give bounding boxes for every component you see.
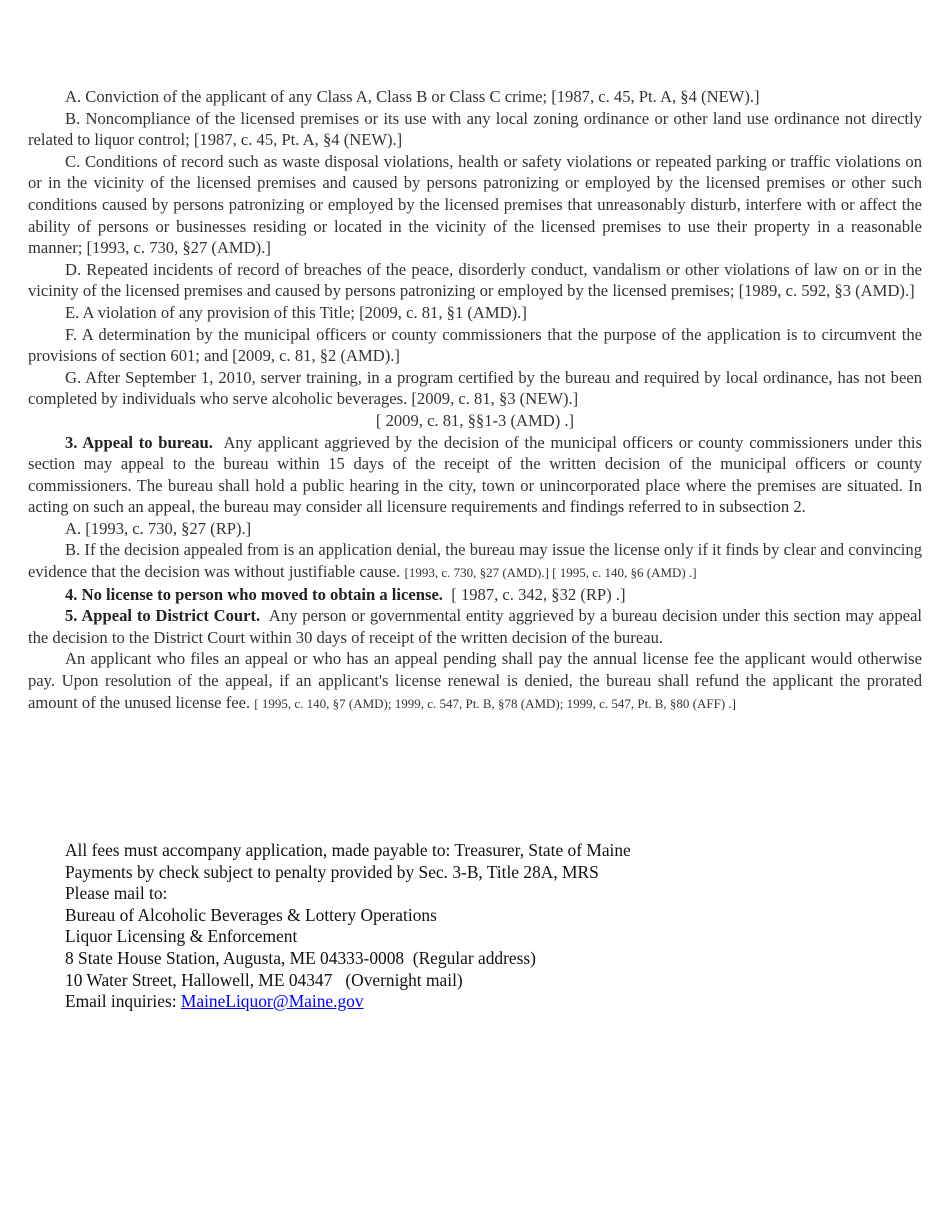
subsection-3-paragraph-a: A. [1993, c. 730, §27 (RP).] xyxy=(65,518,252,538)
paragraph-c: C. Conditions of record such as waste disposal violations, health or safety violations or repeated parking or traffic violations on or in the vicinity of the licensed premises and caused by persons patronizing or employed by the licensed premises or other such conditions caused by persons patronizing or employed by the licensed premises that unreasonably disturb, interfere with or affect the ability of persons or businesses residing or located in the vicinity of the licensed premises to use their property in a reasonable manner; [1993, c. 730, §27 (AMD).] xyxy=(28,151,922,258)
mail-to-line: Please mail to: xyxy=(65,883,168,904)
subsection-2-history-note: [ 2009, c. 81, §§1-3 (AMD) .] xyxy=(375,410,575,430)
subsection-5-history-note: [ 1995, c. 140, §7 (AMD); 1999, c. 547, Pt. B, §78 (AMD); 1999, c. 547, Pt. B, §80 (AFF) .] xyxy=(254,695,736,711)
paragraph-f: F. A determination by the municipal officers or county commissioners that the purpose of the application is to circumvent the provisions of section 601; and [2009, c. 81, §2 (AMD).] xyxy=(28,324,922,366)
subsection-5-paragraph-2-text: An applicant who files an appeal or who has an appeal pending shall pay the annual license fee the applicant would otherwise pay. Upon resolution of the appeal, if an applicant's license renewal is denied, the bureau shall refund the applicant the prorated amount of the unused license fee. xyxy=(28,649,922,712)
subsection-5-paragraph-2 xyxy=(28,648,922,714)
subsection-3-text: Any applicant aggrieved by the decision of the municipal officers or county commissioners under this section may appeal to the bureau within 15 days of the receipt of the written decision of the municipal officers or county commissioners. The bureau shall hold a public hearing in the city, town or unincorporated place where the premises are situated. In acting on such an appeal, the bureau may consider all licensure requirements and findings referred to in subsection 2. xyxy=(28,432,922,517)
subsection-3-paragraph-b xyxy=(28,539,922,583)
paragraph-a: A. Conviction of the applicant of any Class A, Class B or Class C crime; [1987, c. 45, Pt. A, §4 (NEW).] xyxy=(65,87,760,106)
paragraph-b: B. Noncompliance of the licensed premises or its use with any local zoning ordinance or other land use ordinance not directly related to liquor control; [1987, c. 45, Pt. A, §4 (NEW).] xyxy=(28,108,922,150)
subsection-3 xyxy=(28,432,922,518)
email-link[interactable]: MaineLiquor@Maine.gov xyxy=(180,991,364,1012)
overnight-address: 10 Water Street, Hallowell, ME 04347 (Overnight mail) xyxy=(65,969,463,990)
subsection-3-heading: 3. Appeal to bureau. xyxy=(65,432,213,452)
email-line xyxy=(65,991,865,1013)
subsection-5-text: Any person or governmental entity aggrieved by a bureau decision under this section may appeal the decision to the District Court within 30 days of receipt of the written decision of the bureau. xyxy=(28,606,922,647)
statute-text xyxy=(28,86,922,714)
payments-line: Payments by check subject to penalty provided by Sec. 3-B, Title 28A, MRS xyxy=(65,861,599,882)
division-name: Liquor Licensing & Enforcement xyxy=(65,926,298,947)
subsection-5 xyxy=(28,605,922,648)
paragraph-e: E. A violation of any provision of this Title; [2009, c. 81, §1 (AMD).] xyxy=(65,302,527,322)
paragraph-d: D. Repeated incidents of record of breaches of the peace, disorderly conduct, vandalism or other violations of law on or in the vicinity of the licensed premises and caused by persons patronizing or employed by the licensed premises; [1989, c. 592, §3 (AMD).] xyxy=(28,259,922,301)
paragraph-g: G. After September 1, 2010, server training, in a program certified by the bureau and required by local ordinance, has not been completed by individuals who serve alcoholic beverages. [2009, c. 81, §3 (NEW).] xyxy=(28,367,922,409)
subsection-5-heading: 5. Appeal to District Court. xyxy=(65,606,261,626)
email-label: Email inquiries: xyxy=(65,991,181,1012)
fees-line: All fees must accompany application, made payable to: Treasurer, State of Maine xyxy=(65,840,631,860)
subsection-3-paragraph-b-text: B. If the decision appealed from is an application denial, the bureau may issue the license only if it finds by clear and convincing evidence that the decision was without justifiable cause. xyxy=(28,540,922,582)
mailing-instructions xyxy=(65,840,865,1013)
subsection-4 xyxy=(28,584,922,606)
bureau-name: Bureau of Alcoholic Beverages & Lottery Operations xyxy=(65,904,437,925)
subsection-3-history-note: [1993, c. 730, §27 (AMD).] [ 1995, c. 140, §6 (AMD) .] xyxy=(404,565,697,581)
subsection-4-history-note: [ 1987, c. 342, §32 (RP) .] xyxy=(451,584,626,604)
subsection-4-heading: 4. No license to person who moved to obtain a license. xyxy=(65,584,443,604)
regular-address: 8 State House Station, Augusta, ME 04333-0008 (Regular address) xyxy=(65,947,536,968)
